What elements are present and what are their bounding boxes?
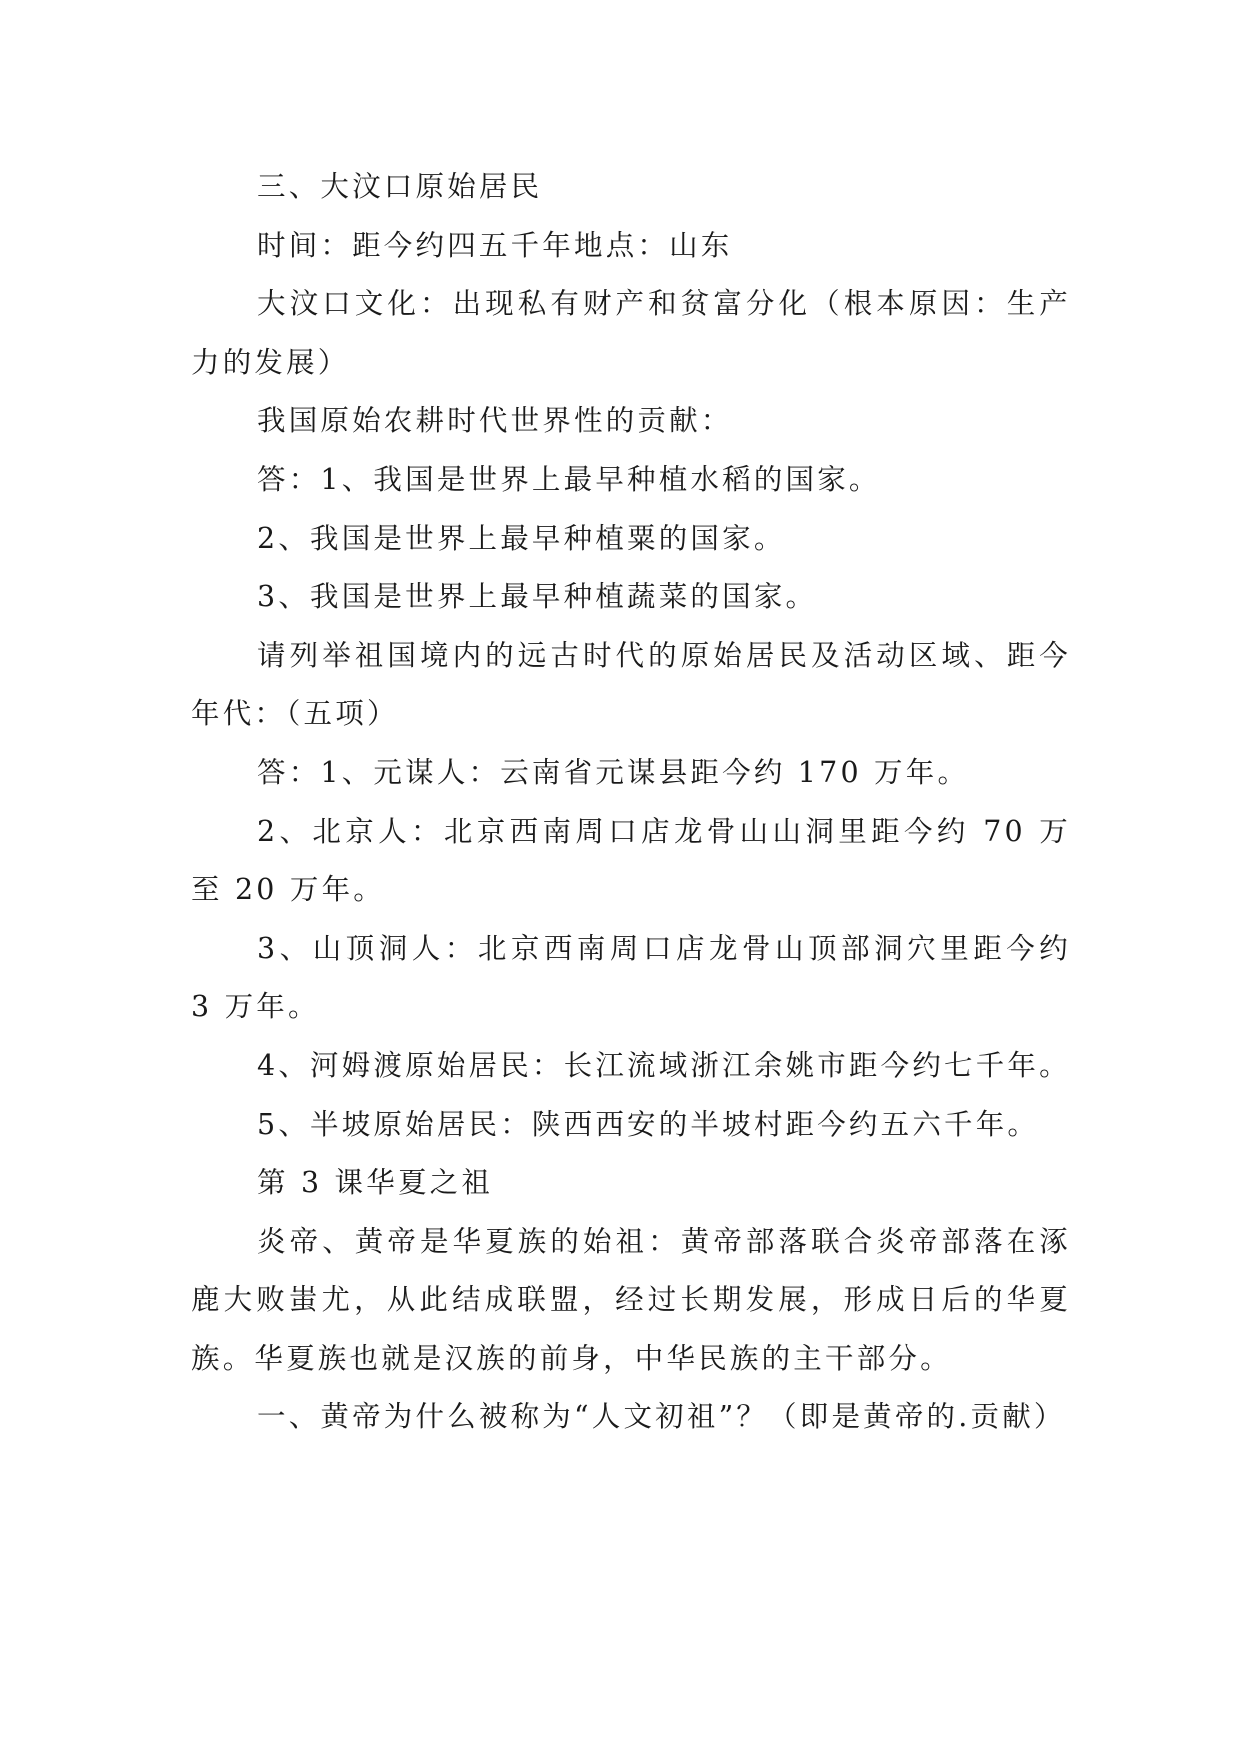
resident-item-5: 5、半坡原始居民：陕西西安的半坡村距今约五六千年。 [257, 1107, 1040, 1141]
resident-item-2: 2、北京人：北京西南周口店龙骨山山洞里距今约 70 万至 20 万年。 [191, 814, 1071, 907]
resident-item-3: 3、山顶洞人：北京西南周口店龙骨山顶部洞穴里距今约 3 万年。 [191, 931, 1071, 1024]
document-body [191, 158, 1071, 1447]
answer-item-1: 答：1、我国是世界上最早种植水稻的国家。 [257, 462, 881, 496]
answer-item-3: 3、我国是世界上最早种植蔬菜的国家。 [257, 580, 818, 614]
paragraph-time-location: 时间：距今约四五千年地点：山东 [257, 228, 733, 262]
paragraph-residents-question: 请列举祖国境内的远古时代的原始居民及活动区域、距今年代：（五项） [191, 638, 1071, 731]
answer-item-2: 2、我国是世界上最早种植粟的国家。 [257, 521, 786, 555]
paragraph-huaxia-ancestors: 炎帝、黄帝是华夏族的始祖：黄帝部落联合炎帝部落在涿鹿大败蚩尤，从此结成联盟，经过长期发展，形成日后的华夏族。华夏族也就是汉族的前身，中华民族的主干部分。 [191, 1224, 1071, 1375]
resident-item-4: 4、河姆渡原始居民：长江流域浙江余姚市距今约七千年。 [257, 1048, 1071, 1082]
paragraph-contribution-question: 我国原始农耕时代世界性的贡献： [257, 404, 733, 438]
lesson-heading: 第 3 课华夏之祖 [257, 1166, 494, 1200]
paragraph-huangdi-question: 一、黄帝为什么被称为“人文初祖”？（即是黄帝的.贡献） [257, 1400, 1066, 1434]
section-heading: 三、大汶口原始居民 [257, 170, 543, 203]
resident-item-1: 答：1、元谋人：云南省元谋县距今约 170 万年。 [257, 755, 970, 789]
paragraph-dawenkou-culture: 大汶口文化：出现私有财产和贫富分化（根本原因：生产力的发展） [191, 287, 1071, 379]
